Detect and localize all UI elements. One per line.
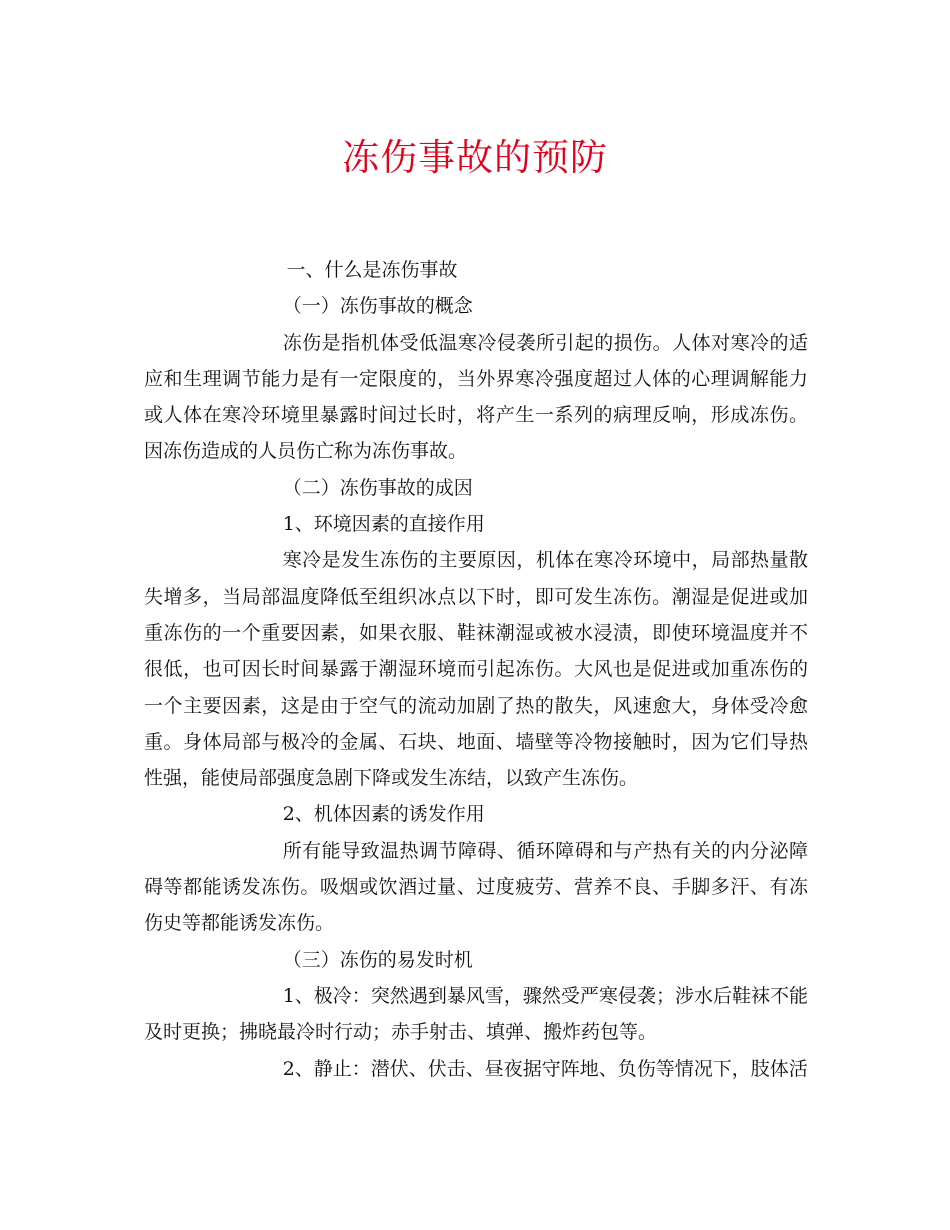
body-paragraph: 冻伤是指机体受低温寒冷侵袭所引起的损伤。人体对寒冷的适应和生理调节能力是有一定限度的，当外界寒冷强度超过人体的心理调解能力或人体在寒冷环境里暴露时间过长时，将产生一系列的病理反响，形成冻伤。因冻伤造成的人员伤亡称为冻伤事故。 (144, 331, 808, 463)
list-item-heading: 2、机体因素的诱发作用 (282, 803, 485, 826)
subsection-heading: （二）冻伤事故的成因 (282, 476, 473, 499)
document-title: 冻伤事故的预防 (342, 136, 608, 179)
document-body (144, 252, 808, 1087)
body-paragraph: 2、静止：潜伏、伏击、昼夜据守阵地、负伤等情况下，肢体活 (282, 1057, 808, 1080)
body-paragraph: 所有能导致温热调节障碍、循环障碍和与产热有关的内分泌障碍等都能诱发冻伤。吸烟或饮酒过量、过度疲劳、营养不良、手脚多汗、有冻伤史等都能诱发冻伤。 (144, 839, 808, 935)
subsection-heading: （三）冻伤的易发时机 (282, 948, 473, 971)
list-item-heading: 1、环境因素的直接作用 (282, 513, 485, 536)
section-heading: 一、什么是冻伤事故 (286, 259, 458, 281)
body-paragraph: 寒冷是发生冻伤的主要原因，机体在寒冷环境中，局部热量散失增多，当局部温度降低至组织冰点以下时，即可发生冻伤。潮湿是促进或加重冻伤的一个重要因素，如果衣服、鞋袜潮湿或被水浸渍，即使环境温度并不很低，也可因长时间暴露于潮湿环境而引起冻伤。大风也是促进或加重冻伤的一个主要因素，这是由于空气的流动加剧了热的散失，风速愈大，身体受冷愈重。身体局部与极冷的金属、石块、地面、墙壁等冷物接触时，因为它们导热性强，能使局部强度急剧下降或发生冻结，以致产生冻伤。 (144, 549, 808, 790)
body-paragraph: 1、极冷：突然遇到暴风雪，骤然受严寒侵袭；涉水后鞋袜不能及时更换；拂晓最冷时行动；赤手射击、填弹、搬炸药包等。 (144, 984, 808, 1044)
subsection-heading: （一）冻伤事故的概念 (282, 295, 473, 318)
